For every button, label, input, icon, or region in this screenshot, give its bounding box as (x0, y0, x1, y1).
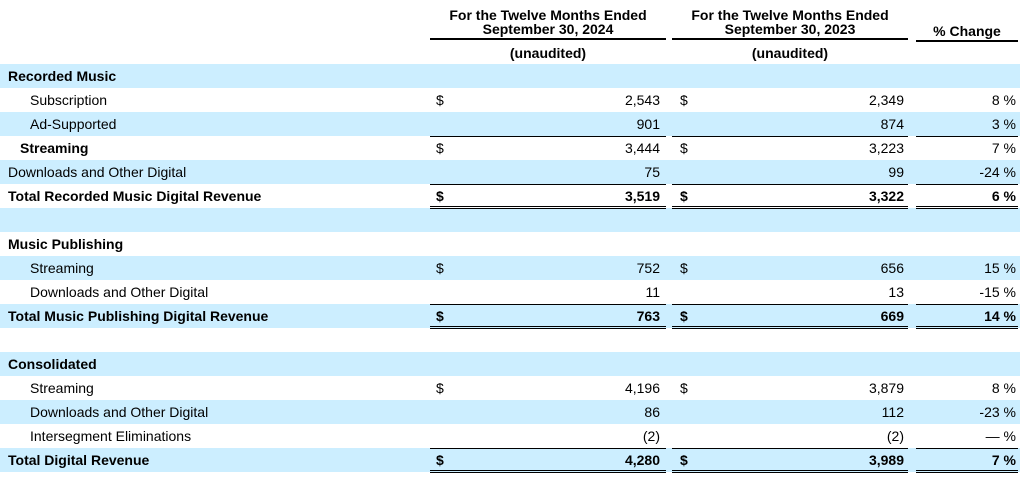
rule-line (672, 448, 908, 449)
pct-change: 3 % (991, 116, 1016, 132)
row-label: Consolidated (8, 356, 97, 372)
value-2024: 3,444 (624, 140, 660, 156)
currency-symbol: $ (680, 92, 688, 108)
value-2023: 874 (880, 116, 904, 132)
value-2024: (2) (642, 428, 660, 444)
value-2024: 86 (644, 404, 660, 420)
pct-change: -24 % (979, 164, 1016, 180)
currency-symbol: $ (436, 140, 444, 156)
pct-change: 6 % (991, 188, 1016, 204)
pct-change: 8 % (991, 92, 1016, 108)
double-rule-line (430, 206, 666, 209)
row-label: Subscription (30, 92, 108, 108)
table-row (0, 376, 1020, 400)
table-row (0, 88, 1020, 112)
currency-symbol: $ (680, 452, 688, 468)
currency-symbol: $ (680, 380, 688, 396)
rule-line (430, 304, 666, 305)
pct-change: -23 % (979, 404, 1016, 420)
pct-change: 15 % (984, 260, 1016, 276)
row-label: Total Digital Revenue (8, 452, 150, 468)
rule-line (672, 184, 908, 185)
value-2024: 4,280 (624, 452, 660, 468)
row-label: Total Music Publishing Digital Revenue (8, 308, 269, 324)
currency-symbol: $ (680, 188, 688, 204)
row-label: Streaming (20, 140, 89, 156)
table-row (0, 424, 1020, 448)
currency-symbol: $ (436, 380, 444, 396)
value-2024: 752 (636, 260, 660, 276)
value-2023: 13 (888, 284, 904, 300)
pct-change: 7 % (991, 140, 1016, 156)
table-row (0, 112, 1020, 136)
table-row-spacer (0, 208, 1020, 232)
value-2023: (2) (886, 428, 904, 444)
double-rule-line (916, 206, 1018, 209)
currency-symbol: $ (436, 452, 444, 468)
col2-header-sub: (unaudited) (751, 45, 829, 61)
value-2023: 3,879 (868, 380, 904, 396)
rule-line (430, 184, 666, 185)
value-2024: 763 (636, 308, 660, 324)
pct-change: — % (985, 428, 1016, 444)
rule-line (916, 184, 1018, 185)
row-label: Ad-Supported (30, 116, 117, 132)
table-row-total (0, 184, 1020, 208)
row-label: Intersegment Eliminations (30, 428, 192, 444)
double-rule-line (672, 206, 908, 209)
value-2023: 656 (880, 260, 904, 276)
table-row (0, 136, 1020, 160)
value-2024: 3,519 (624, 188, 660, 204)
currency-symbol: $ (680, 308, 688, 324)
row-label: Streaming (30, 380, 94, 396)
currency-symbol: $ (436, 260, 444, 276)
double-rule-line (672, 470, 908, 473)
rule-line (672, 136, 908, 137)
value-2023: 3,223 (868, 140, 904, 156)
value-2023: 99 (888, 164, 904, 180)
rule-line (916, 136, 1018, 137)
table-row (0, 352, 1020, 376)
value-2024: 2,543 (624, 92, 660, 108)
rule-line (672, 304, 908, 305)
value-2024: 901 (636, 116, 660, 132)
currency-symbol: $ (680, 260, 688, 276)
value-2023: 2,349 (868, 92, 904, 108)
value-2024: 4,196 (624, 380, 660, 396)
col2-header-title: For the Twelve Months Ended September 30, 2023 (672, 8, 908, 40)
table-row (0, 400, 1020, 424)
row-label: Downloads and Other Digital (8, 164, 187, 180)
rule-line (430, 136, 666, 137)
double-rule-line (430, 470, 666, 473)
double-rule-line (916, 470, 1018, 473)
row-label: Streaming (30, 260, 94, 276)
currency-symbol: $ (436, 308, 444, 324)
col1-header-sub: (unaudited) (509, 45, 587, 61)
table-row (0, 64, 1020, 88)
currency-symbol: $ (436, 188, 444, 204)
table-row-spacer (0, 328, 1020, 352)
double-rule-line (672, 326, 908, 329)
rule-line (916, 448, 1018, 449)
value-2024: 75 (644, 164, 660, 180)
table-row-total (0, 448, 1020, 472)
value-2023: 669 (880, 308, 904, 324)
row-label: Downloads and Other Digital (30, 404, 209, 420)
col1-header-title: For the Twelve Months Ended September 30, 2024 (430, 8, 666, 40)
value-2023: 3,989 (868, 452, 904, 468)
table-row (0, 256, 1020, 280)
value-2023: 112 (881, 404, 904, 420)
double-rule-line (430, 326, 666, 329)
table-body (0, 64, 1020, 472)
pct-change: 7 % (991, 452, 1016, 468)
table-row (0, 232, 1020, 256)
value-2023: 3,322 (868, 188, 904, 204)
pct-change: -15 % (979, 284, 1016, 300)
row-label: Downloads and Other Digital (30, 284, 209, 300)
table-row (0, 280, 1020, 304)
pct-change: 8 % (991, 380, 1016, 396)
double-rule-line (916, 326, 1018, 329)
value-2024: 11 (645, 284, 660, 300)
currency-symbol: $ (436, 92, 444, 108)
col3-header-title: % Change (916, 24, 1018, 42)
currency-symbol: $ (680, 140, 688, 156)
rule-line (916, 304, 1018, 305)
row-label: Music Publishing (8, 236, 124, 252)
rule-line (430, 448, 666, 449)
table-row-total (0, 304, 1020, 328)
table-row (0, 160, 1020, 184)
row-label: Total Recorded Music Digital Revenue (8, 188, 262, 204)
row-label: Recorded Music (8, 68, 117, 84)
pct-change: 14 % (984, 308, 1016, 324)
